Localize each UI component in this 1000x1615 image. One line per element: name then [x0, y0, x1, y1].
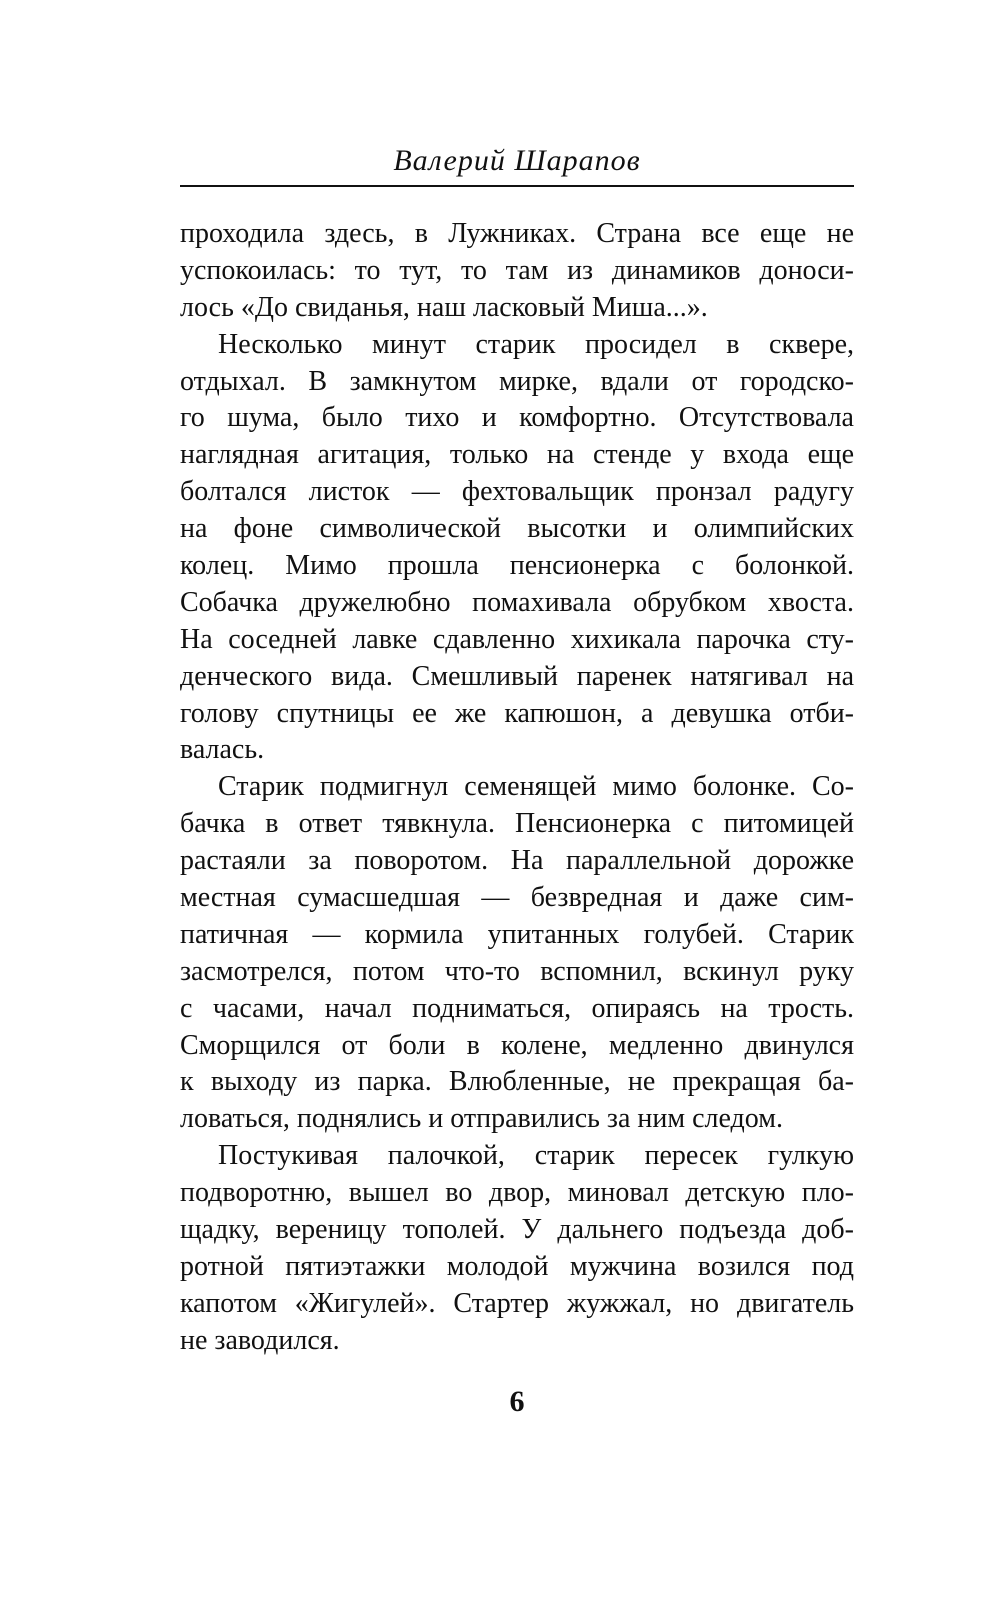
- text-line: голову спутницы ее же капюшон, а девушка отби-: [180, 697, 854, 729]
- text-line: растаяли за поворотом. На параллельной дорожке: [180, 845, 854, 877]
- text-line: отдыхал. В замкнутом мирке, вдали от городско-: [180, 365, 854, 397]
- text-line: щадку, вереницу тополей. У дальнего подъезда доб-: [180, 1214, 854, 1246]
- text-line: подворотню, вышел во двор, миновал детскую пло-: [180, 1177, 854, 1209]
- text-line: наглядная агитация, только на стенде у входа еще: [180, 439, 854, 471]
- text-line: На соседней лавке сдавленно хихикала парочка сту-: [180, 623, 854, 655]
- text-line: успокоилась: то тут, то там из динамиков доноси-: [180, 254, 854, 286]
- paragraph: [180, 769, 854, 1138]
- text-line: ловаться, поднялись и отправились за ним следом.: [180, 1103, 783, 1135]
- text-line: к выходу из парка. Влюбленные, не прекращая ба-: [180, 1066, 854, 1098]
- text-line: болтался листок — фехтовальщик пронзал радугу: [180, 476, 854, 508]
- text-line: валась.: [180, 734, 265, 766]
- text-line: ротной пятиэтажки молодой мужчина возился под: [180, 1250, 854, 1282]
- text-line: колец. Мимо прошла пенсионерка с болонкой.: [180, 550, 854, 582]
- header-rule: [180, 185, 854, 187]
- paragraph: [180, 216, 854, 327]
- text-line: проходила здесь, в Лужниках. Страна все еще не: [180, 218, 854, 249]
- text-line: с часами, начал подниматься, опираясь на трость.: [180, 992, 854, 1024]
- page-number: 6: [509, 1385, 525, 1418]
- text-line: Старик подмигнул семенящей мимо болонке. Со-: [218, 771, 854, 803]
- text-line: Постукивая палочкой, старик пересек гулкую: [218, 1140, 854, 1172]
- text-line: Сморщился от боли в колене, медленно двинулся: [180, 1029, 854, 1061]
- text-line: Несколько минут старик просидел в сквере,: [218, 328, 854, 360]
- text-line: го шума, было тихо и комфортно. Отсутствовала: [180, 402, 854, 434]
- body-text: [180, 216, 854, 1360]
- paragraph: [180, 1138, 854, 1359]
- paragraph: [180, 327, 854, 770]
- text-line: на фоне символической высотки и олимпийских: [180, 513, 854, 545]
- text-line: денческого вида. Смешливый паренек натягивал на: [180, 660, 854, 692]
- text-line: патичная — кормила упитанных голубей. Старик: [180, 918, 854, 950]
- text-line: лось «До свиданья, наш ласковый Миша...».: [180, 291, 708, 323]
- text-line: местная сумасшедшая — безвредная и даже сим-: [180, 882, 854, 914]
- text-line: не заводился.: [180, 1324, 340, 1356]
- running-head-author: Валерий Шарапов: [393, 144, 641, 177]
- text-line: бачка в ответ тявкнула. Пенсионерка с питомицей: [180, 808, 854, 840]
- text-line: засмотрелся, потом что-то вспомнил, вскинул руку: [180, 955, 854, 987]
- text-line: капотом «Жигулей». Стартер жужжал, но двигатель: [180, 1287, 854, 1319]
- text-line: Собачка дружелюбно помахивала обрубком хвоста.: [180, 586, 854, 618]
